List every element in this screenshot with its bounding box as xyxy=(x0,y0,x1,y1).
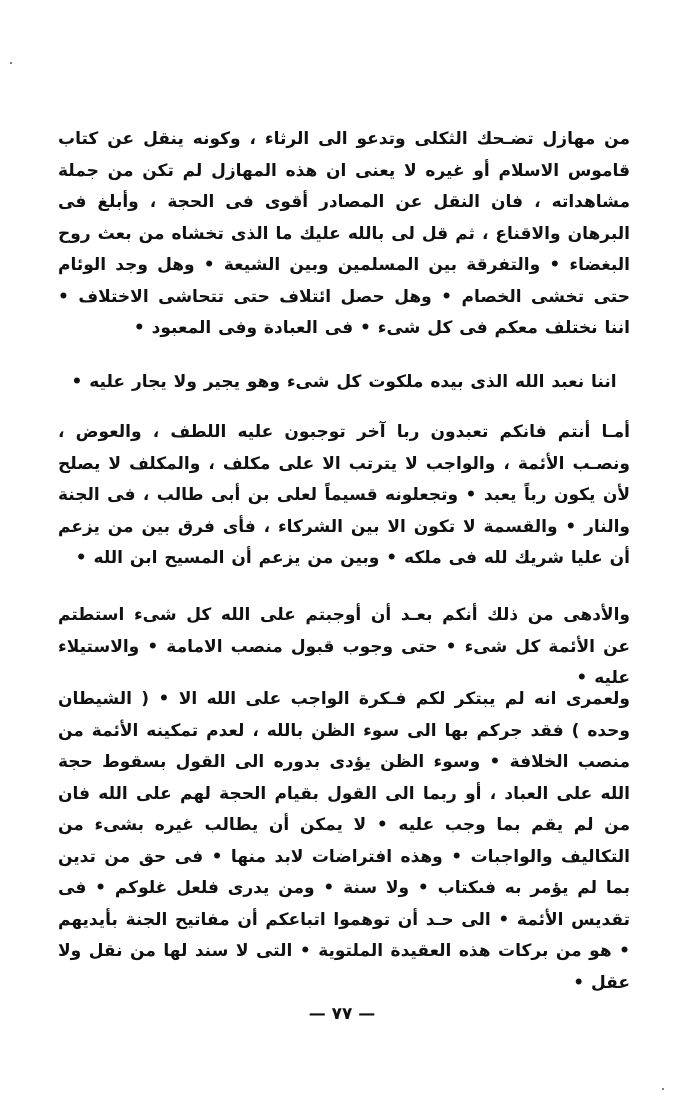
scan-speck xyxy=(662,1088,664,1090)
paragraph-4: والأدهى من ذلك أنكم بعـد أن أوجبتم على الله كل شىء استطتم عن الأئمة كل شىء • حتى وجوب قبول منصب الامامة • والاستيلاء عليه • xyxy=(58,605,630,688)
scan-speck xyxy=(10,62,12,64)
paragraph-3: أمـا أنتم فانكم تعبدون ربا آخر توجبون عليه اللطف ، والعوض ، ونصـب الأئمة ، والواجب لا يترتب الا على مكلف ، والمكلف لا يصلح لأن يكون رباً يعبد • وتجعلونه قسيماً لعلى بن أبى طالب ، فى الجنة والنار • والقسمة لا تكون الا بين الشركاء ، فأى فرق بين من يزعم أن عليا شريك لله فى ملكه • وبين من يزعم أن المسيح ابن الله • xyxy=(58,422,630,568)
paragraph-5: ولعمرى انه لم يبتكر لكم فـكرة الواجب على الله الا • ( الشيطان وحده ) فقد جركم بها الى سوء الظن بالله ، لعدم تمكينه الأئمة من منصب الخلافة • وسوء الظن يؤدى بدوره الى القول بسقوط حجة الله على العباد ، أو ربما الى القول بقيام الحجة لهم على الله فان من لم يقم بما وجب عليه • لا يمكن أن يطالب غيره بشىء من التكاليف والواجبات • وهذه افتراضات لابد منها • فى حق من تدين بما لم يؤمر به فىكتاب • ولا سنة • ومن يدرى فلعل غلوكم • فى تقديس الأئمة • الى حـد أن توهموا اتباعكم أن مفاتيح الجنة بأيديهم • هو من بركات هذه العقيدة الملتوية • التى لا سند لها من نقل ولا عقل • xyxy=(58,689,630,993)
paragraph-1: من مهازل تضـحك الثكلى وتدعو الى الرثاء ، وكونه ينقل عن كتاب قاموس الاسلام أو غيره لا يعنى ان هذه المهازل لم تكن من جملة مشاهداته ، فان النقل عن المصادر أقوى فى الحجة ، وأبلغ فى البرهان والاقناع ، ثم قل لى بالله عليك ما الذى تخشاه من بعث روح البغضاء • والتفرقة بين المسلمين وبين الشيعة • وهل وجد الوئام حتى تخشى الخصام • وهل حصل ائتلاف حتى تتحاشى الاختلاف • اننا نختلف معكم فى كل شىء • فى العبادة وفى المعبود • xyxy=(58,129,630,338)
page-number: — ٧٧ — xyxy=(308,1004,376,1024)
paragraph-2: اننا نعبد الله الذى بيده ملكوت كل شىء وهو يجير ولا يجار عليه • xyxy=(71,372,617,392)
